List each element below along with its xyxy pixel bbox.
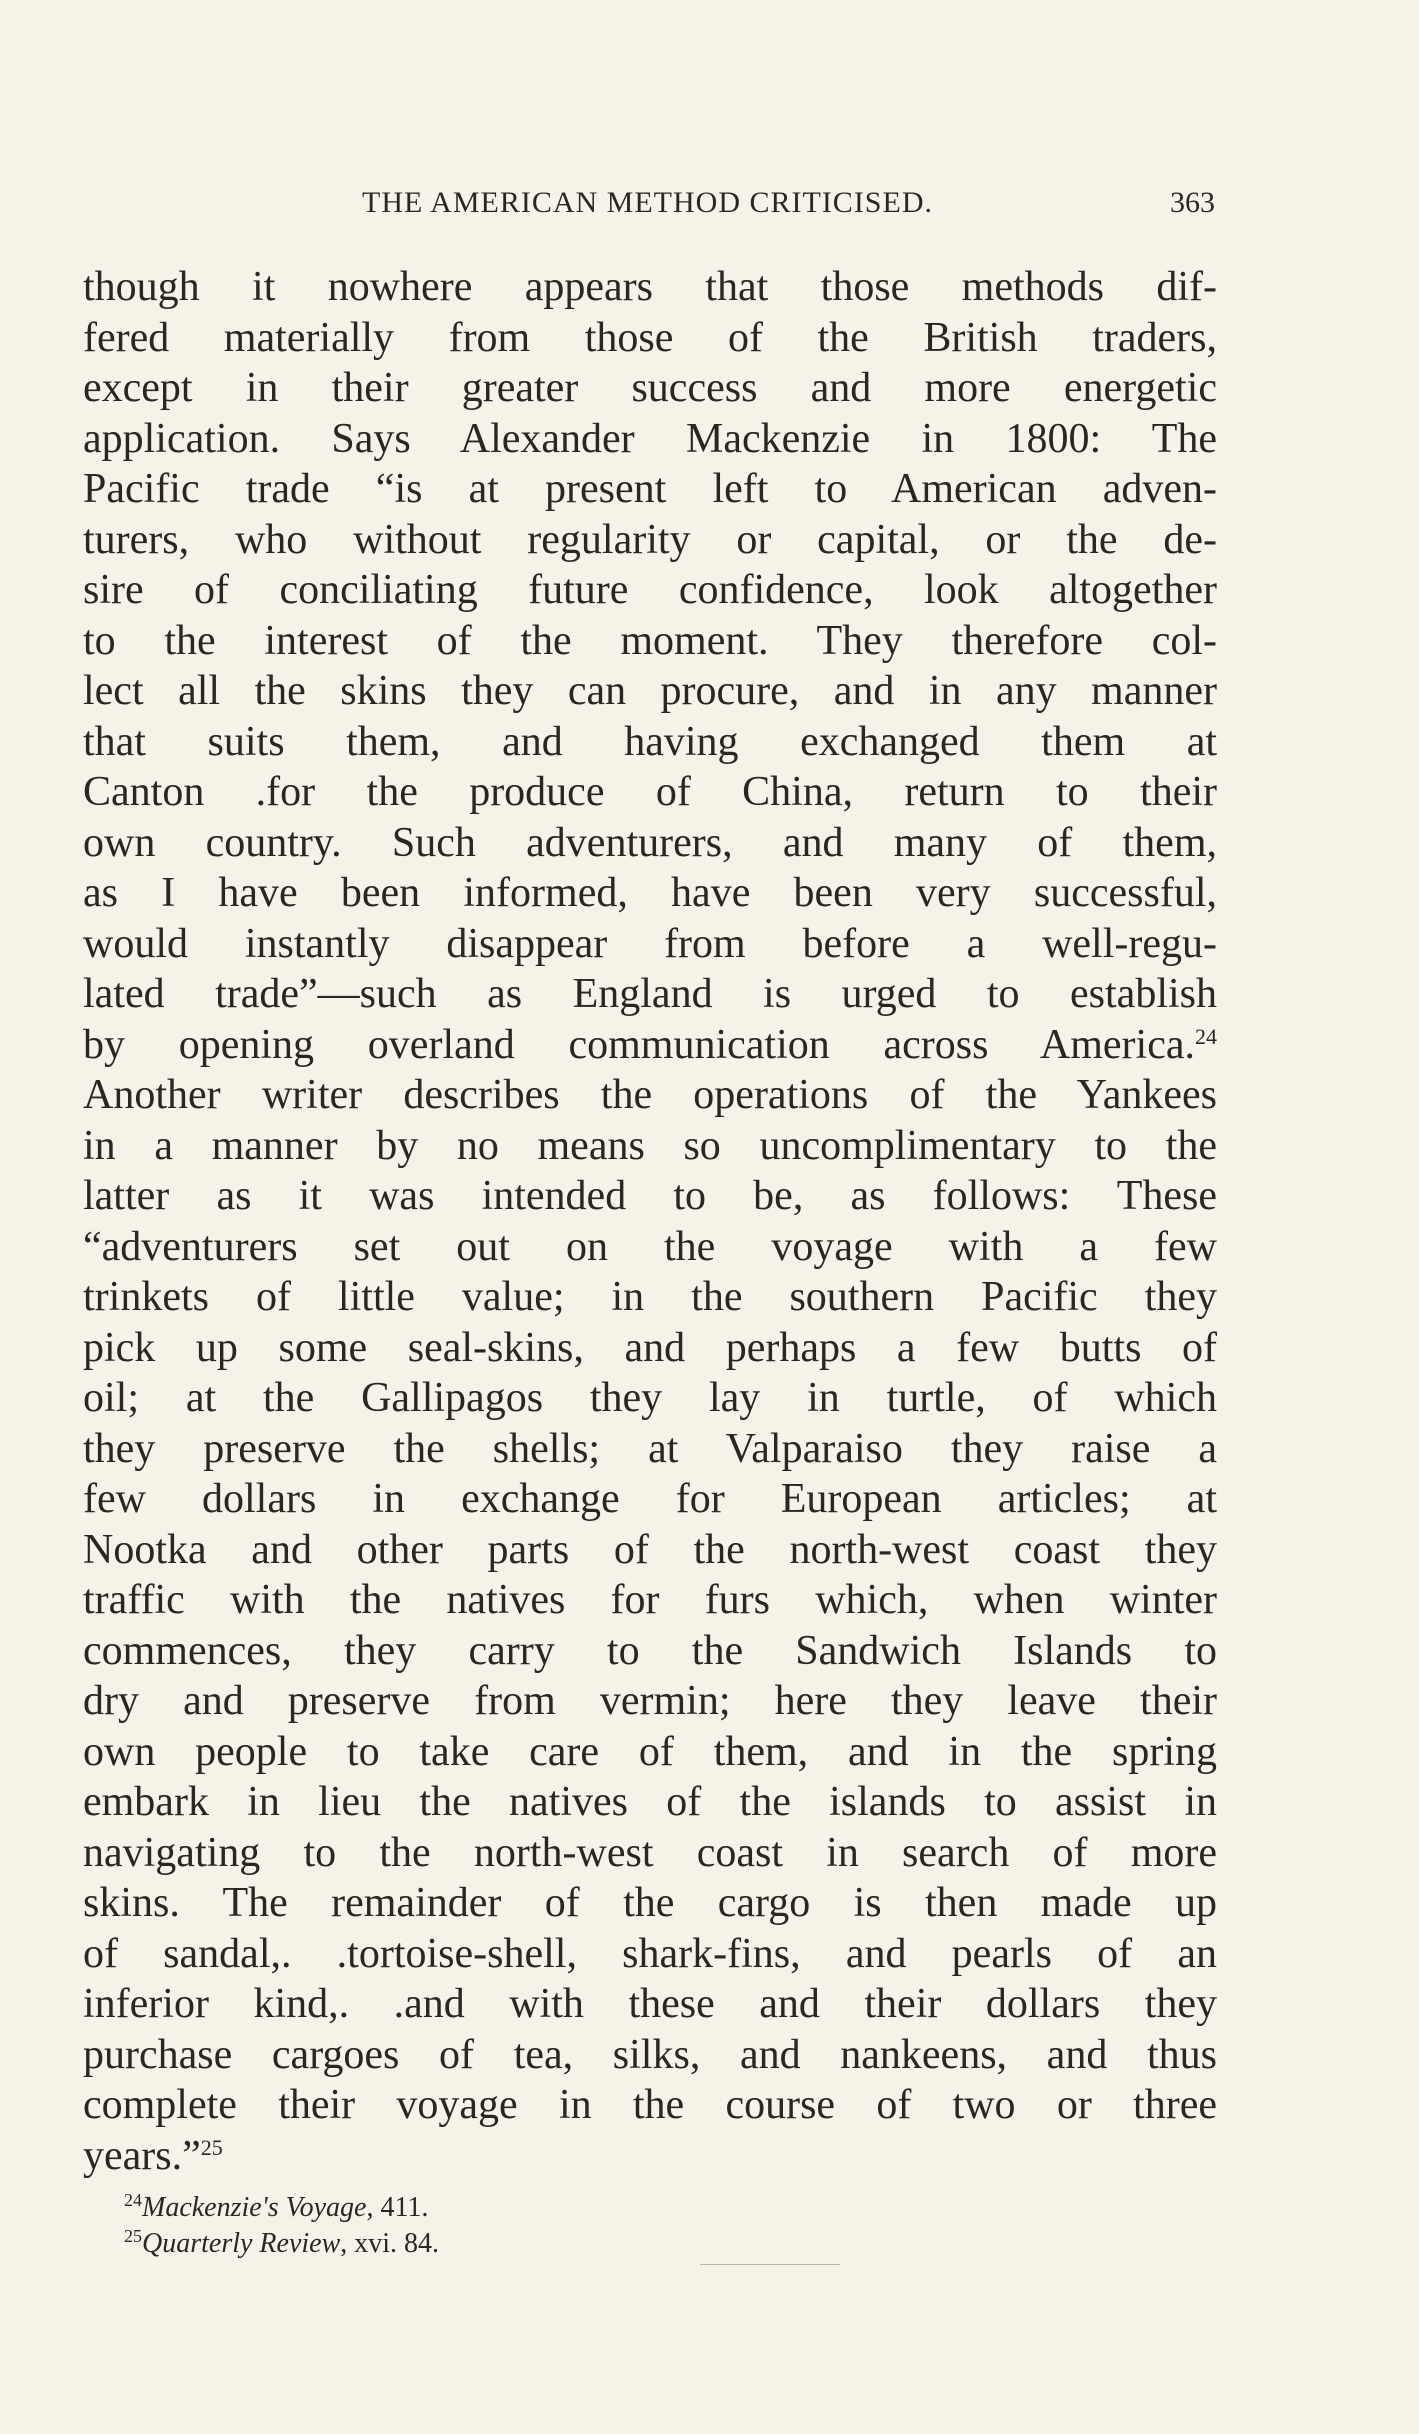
page-header: [80, 186, 1215, 230]
text-line: application. Says Alexander Mackenzie in 1800: The: [83, 415, 1217, 462]
text-line: commences, they carry to the Sandwich Islands to: [83, 1627, 1217, 1674]
text-line: latter as it was intended to be, as follows: These: [83, 1173, 1217, 1219]
text-line: complete their voyage in the course of two or three: [83, 2082, 1217, 2128]
text-line: as I have been informed, have been very successful,: [83, 870, 1217, 916]
text-line: own country. Such adventurers, and many of them,: [83, 819, 1217, 866]
text-line: would instantly disappear from before a well-regu-: [83, 920, 1217, 967]
text-line: except in their greater success and more energetic: [83, 365, 1217, 411]
text-line: that suits them, and having exchanged them at: [83, 718, 1217, 765]
text-line: Pacific trade “is at present left to American adven-: [83, 466, 1217, 512]
footnote-ref: , xvi. 84.: [340, 2228, 440, 2259]
text-line: sire of conciliating future confidence, look altogether: [83, 567, 1217, 613]
text-line: navigating to the north-west coast in search of more: [83, 1829, 1217, 1876]
footnotes: [124, 2190, 924, 2262]
text-line: turers, who without regularity or capital, or the de-: [83, 516, 1217, 563]
running-head: THE AMERICAN METHOD CRITICISED.: [362, 186, 933, 219]
footnote-24: [124, 2190, 924, 2226]
footnote-number: 24: [124, 2190, 142, 2210]
text-line: they preserve the shells; at Valparaiso they raise a: [83, 1425, 1217, 1472]
text-line: inferior kind,. .and with these and their dollars they: [83, 1981, 1217, 2027]
text-line: purchase cargoes of tea, silks, and nankeens, and thus: [83, 2031, 1217, 2078]
footnote-25: [124, 2226, 924, 2262]
text-line: traffic with the natives for furs which, when winter: [83, 1577, 1217, 1623]
text-line: to the interest of the moment. They therefore col-: [83, 617, 1217, 664]
text-line: own people to take care of them, and in the spring: [83, 1728, 1217, 1775]
footnote-divider: [700, 2264, 840, 2265]
text-segment: by opening overland communication across America.: [83, 1021, 1195, 1068]
text-line: oil; at the Gallipagos they lay in turtle, of which: [83, 1375, 1217, 1421]
page-number: 363: [1170, 186, 1215, 219]
text-line-with-note: [83, 2131, 1217, 2182]
text-line: skins. The remainder of the cargo is then made up: [83, 1880, 1217, 1926]
text-line: lated trade”—such as England is urged to establish: [83, 971, 1217, 1017]
text-line: Canton .for the produce of China, return to their: [83, 769, 1217, 815]
text-segment: years.”: [83, 2132, 201, 2179]
footnote-title: Quarterly Review: [142, 2228, 341, 2259]
footnote-title: Mackenzie's Voyage: [142, 2192, 367, 2223]
text-line: few dollars in exchange for European articles; at: [83, 1476, 1217, 1522]
note-reference-25[interactable]: 25: [200, 2134, 223, 2160]
text-line: Another writer describes the operations of the Yankees: [83, 1072, 1217, 1118]
text-line: though it nowhere appears that those methods dif-: [83, 264, 1217, 310]
text-line: “adventurers set out on the voyage with a few: [83, 1223, 1217, 1270]
text-line: of sandal,. .tortoise-shell, shark-fins, and pearls of an: [83, 1930, 1217, 1977]
footnote-ref: , 411.: [366, 2192, 429, 2223]
text-line: embark in lieu the natives of the islands to assist in: [83, 1779, 1217, 1825]
text-line: fered materially from those of the British traders,: [83, 314, 1217, 361]
text-line: lect all the skins they can procure, and in any manner: [83, 668, 1217, 714]
text-line: Nootka and other parts of the north-west coast they: [83, 1526, 1217, 1573]
text-line: pick up some seal-skins, and perhaps a few butts of: [83, 1324, 1217, 1371]
text-line: dry and preserve from vermin; here they leave their: [83, 1678, 1217, 1724]
note-reference-24[interactable]: 24: [1195, 1023, 1217, 1049]
body-text: [83, 262, 1217, 2181]
text-line-with-note: [83, 1020, 1217, 1071]
text-line: trinkets of little value; in the southern Pacific they: [83, 1274, 1217, 1320]
footnote-number: 25: [124, 2226, 142, 2246]
text-line: in a manner by no means so uncomplimentary to the: [83, 1122, 1217, 1169]
